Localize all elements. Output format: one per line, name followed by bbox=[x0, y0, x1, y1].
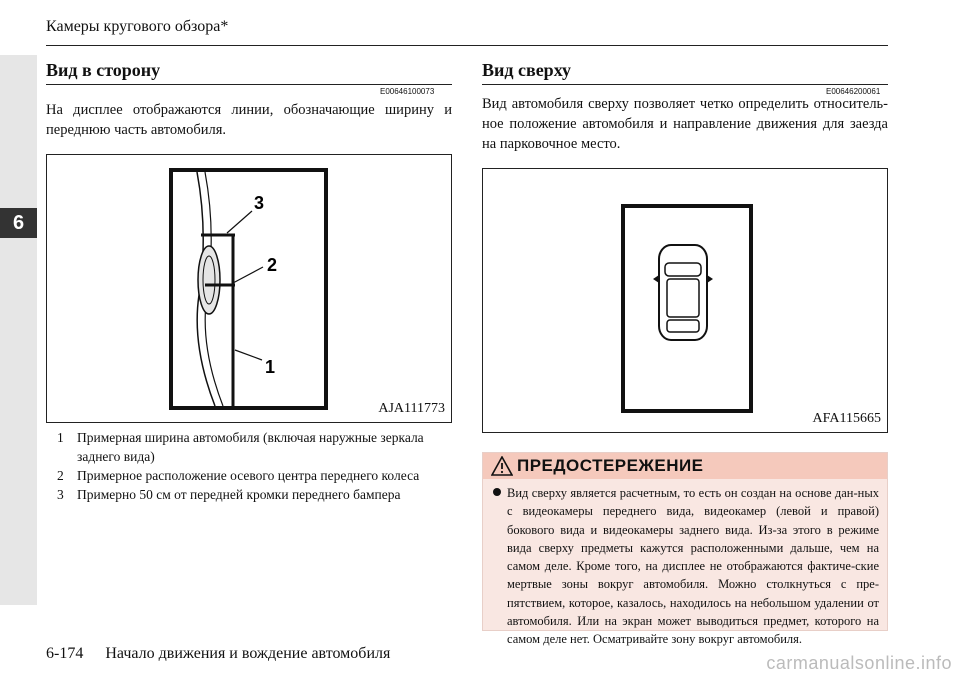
page-header-title: Камеры кругового обзора* bbox=[46, 18, 229, 35]
right-mirror bbox=[707, 275, 713, 283]
chapter-title: Начало движения и вождение автомобиля bbox=[105, 645, 391, 662]
callout-leader-1 bbox=[235, 350, 262, 360]
section-code: E00646200061 bbox=[826, 87, 881, 96]
header-divider bbox=[46, 45, 888, 46]
caution-body bbox=[493, 484, 879, 649]
page-number: 6-174 bbox=[46, 645, 84, 662]
callout-leader-2 bbox=[233, 267, 263, 283]
callout-3: 3 bbox=[254, 193, 265, 213]
display-frame bbox=[171, 170, 326, 408]
note-text: Примерно 50 см от передней кромки переднего бампера bbox=[77, 487, 401, 502]
warning-triangle-icon bbox=[491, 456, 513, 476]
chapter-sidebar bbox=[0, 55, 37, 605]
note-number: 1 bbox=[57, 430, 64, 445]
car-roof bbox=[667, 279, 699, 317]
caution-header bbox=[483, 453, 887, 479]
callout-leader-3 bbox=[227, 211, 252, 233]
top-view-illustration bbox=[483, 169, 887, 432]
caution-box bbox=[482, 452, 888, 647]
note-number: 2 bbox=[57, 468, 64, 483]
note-item bbox=[55, 428, 452, 466]
figure-label: AJA111773 bbox=[378, 401, 445, 416]
section-divider bbox=[46, 84, 452, 85]
note-text: Примерное расположение осевого центра переднего колеса bbox=[77, 468, 420, 483]
section-code: E00646100073 bbox=[380, 87, 435, 96]
section-divider bbox=[482, 84, 888, 85]
note-text: Примерная ширина автомобиля (включая наружные зеркала заднего вида) bbox=[77, 430, 424, 464]
section-paragraph: Вид автомобиля сверху позволяет четко определить относитель-ное положение автомобиля и направление движения для заезда на парковочное место. bbox=[482, 96, 888, 152]
note-number: 3 bbox=[57, 487, 64, 502]
page-footer bbox=[46, 645, 390, 663]
callout-2: 2 bbox=[267, 255, 278, 275]
figure-notes bbox=[55, 428, 452, 504]
figure-top-view bbox=[482, 168, 888, 433]
side-view-illustration bbox=[47, 155, 451, 422]
car-windshield bbox=[665, 263, 701, 276]
section-title-top-view: Вид сверху bbox=[482, 60, 572, 80]
car-rear-window bbox=[667, 320, 699, 332]
section-paragraph: На дисплее отображаются линии, обозначающие ширину и переднюю часть автомобиля. bbox=[46, 102, 452, 138]
caution-title: ПРЕДОСТЕРЕЖЕНИЕ bbox=[517, 456, 704, 475]
bullet-icon bbox=[493, 488, 501, 496]
figure-side-view bbox=[46, 154, 452, 423]
note-item bbox=[55, 485, 452, 504]
caution-text: Вид сверху является расчетным, то есть он создан на основе дан-ных с видеокамеры переднего вида, видеокамер (левой и правой) бокового вида и видеокамеры заднего вида. Из-за этого в режиме вида сверху предметы кажутся расположенными дальше, чем на самом деле. Кроме того, на дисплее не отображаются фактиче-ские мертвые зоны вокруг автомобиля. Можно столкнуться с пре-пятствием, которое, казалось, находилось на небольшом удалении от автомобиля. Или на экран может выводиться предмет, которого на самом деле нет. Осматривайте зону вокруг автомобиля. bbox=[507, 486, 879, 647]
callout-1: 1 bbox=[265, 357, 276, 377]
watermark: carmanualsonline.info bbox=[766, 653, 952, 673]
note-item bbox=[55, 466, 452, 485]
left-mirror bbox=[653, 275, 659, 283]
chapter-tab: 6 bbox=[0, 208, 37, 238]
figure-label: AFA115665 bbox=[812, 411, 881, 426]
section-title-side-view: Вид в сторону bbox=[46, 60, 161, 80]
